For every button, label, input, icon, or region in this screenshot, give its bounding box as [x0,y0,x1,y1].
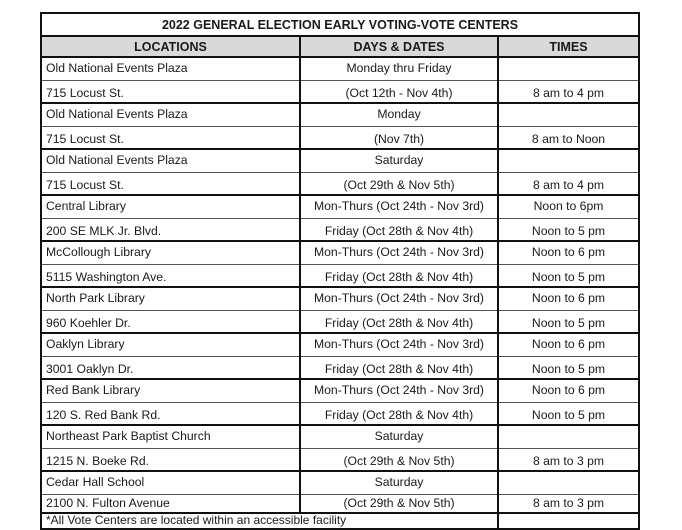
days-dates: Saturday [300,471,498,495]
location-address: 715 Locust St. [42,81,300,104]
times: Noon to 5 pm [498,403,638,426]
times: Noon to 5 pm [498,311,638,334]
location-address: 960 Koehler Dr. [42,311,300,334]
table-row [42,379,638,403]
location-name: Central Library [42,195,300,219]
times: 8 am to Noon [498,127,638,150]
location-name: Old National Events Plaza [42,57,300,81]
table-row [42,357,638,380]
days-dates: Monday [300,103,498,127]
table-row [42,311,638,334]
column-header-locations: LOCATIONS [42,36,300,57]
location-name: Cedar Hall School [42,471,300,495]
table-title: 2022 GENERAL ELECTION EARLY VOTING-VOTE CENTERS [42,14,638,36]
location-address: 2100 N. Fulton Avenue [42,495,300,514]
days-dates: (Oct 29th & Nov 5th) [300,173,498,196]
table-row [42,471,638,495]
location-name: Red Bank Library [42,379,300,403]
early-voting-table-sheet [40,12,640,530]
days-dates: (Oct 12th - Nov 4th) [300,81,498,104]
column-header-times: TIMES [498,36,638,57]
column-header-days-dates: DAYS & DATES [300,36,498,57]
table-title-row [42,14,638,36]
location-address: 3001 Oaklyn Dr. [42,357,300,380]
header-row [42,36,638,57]
table-row [42,127,638,150]
location-name: Oaklyn Library [42,333,300,357]
footnote-row [42,513,638,528]
days-dates: (Nov 7th) [300,127,498,150]
times: 8 am to 3 pm [498,449,638,472]
table-row [42,425,638,449]
times [498,57,638,81]
location-address: 200 SE MLK Jr. Blvd. [42,219,300,242]
times: 8 am to 4 pm [498,173,638,196]
table-row [42,81,638,104]
times: Noon to 5 pm [498,357,638,380]
footnote: *All Vote Centers are located within an accessible facility [42,513,498,528]
times [498,103,638,127]
days-dates: Friday (Oct 28th & Nov 4th) [300,403,498,426]
days-dates: Mon-Thurs (Oct 24th - Nov 3rd) [300,379,498,403]
table-row [42,333,638,357]
times: Noon to 6 pm [498,287,638,311]
times [498,471,638,495]
days-dates: Mon-Thurs (Oct 24th - Nov 3rd) [300,287,498,311]
table-row [42,403,638,426]
times: Noon to 6 pm [498,333,638,357]
days-dates: (Oct 29th & Nov 5th) [300,449,498,472]
days-dates: (Oct 29th & Nov 5th) [300,495,498,514]
days-dates: Mon-Thurs (Oct 24th - Nov 3rd) [300,195,498,219]
table-row [42,173,638,196]
footnote-empty-cell [498,513,638,528]
times: 8 am to 4 pm [498,81,638,104]
days-dates: Friday (Oct 28th & Nov 4th) [300,311,498,334]
days-dates: Friday (Oct 28th & Nov 4th) [300,357,498,380]
times [498,425,638,449]
location-name: Old National Events Plaza [42,103,300,127]
table-row [42,149,638,173]
early-voting-table [42,14,638,528]
location-name: North Park Library [42,287,300,311]
days-dates: Saturday [300,425,498,449]
location-address: 715 Locust St. [42,127,300,150]
table-row [42,241,638,265]
times: Noon to 6 pm [498,241,638,265]
times: Noon to 6pm [498,195,638,219]
location-name: Northeast Park Baptist Church [42,425,300,449]
days-dates: Friday (Oct 28th & Nov 4th) [300,219,498,242]
table-row [42,219,638,242]
table-row [42,495,638,514]
location-address: 715 Locust St. [42,173,300,196]
times [498,149,638,173]
days-dates: Monday thru Friday [300,57,498,81]
days-dates: Mon-Thurs (Oct 24th - Nov 3rd) [300,241,498,265]
table-row [42,195,638,219]
times: Noon to 5 pm [498,219,638,242]
days-dates: Friday (Oct 28th & Nov 4th) [300,265,498,288]
location-address: 5115 Washington Ave. [42,265,300,288]
table-row [42,265,638,288]
table-row [42,57,638,81]
location-name: McCollough Library [42,241,300,265]
table-row [42,103,638,127]
times: Noon to 6 pm [498,379,638,403]
location-address: 1215 N. Boeke Rd. [42,449,300,472]
location-address: 120 S. Red Bank Rd. [42,403,300,426]
days-dates: Saturday [300,149,498,173]
times: 8 am to 3 pm [498,495,638,514]
table-row [42,287,638,311]
location-name: Old National Events Plaza [42,149,300,173]
days-dates: Mon-Thurs (Oct 24th - Nov 3rd) [300,333,498,357]
table-row [42,449,638,472]
times: Noon to 5 pm [498,265,638,288]
